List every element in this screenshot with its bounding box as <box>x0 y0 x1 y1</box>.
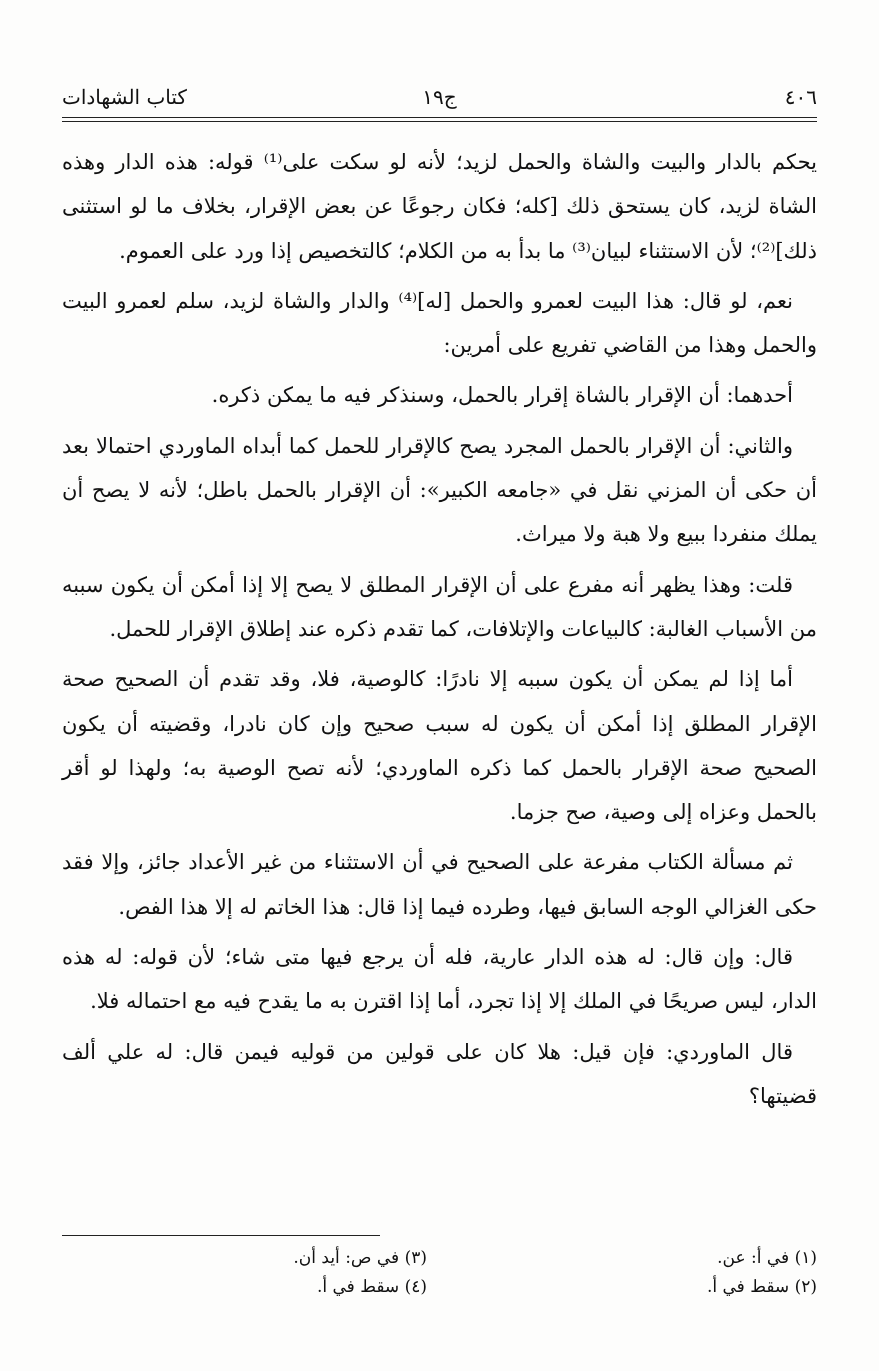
header-rule-secondary <box>62 121 817 122</box>
footnote-column-left <box>67 1244 427 1302</box>
header-rule <box>62 117 817 118</box>
paragraph: ثم مسألة الكتاب مفرعة على الصحيح في أن الاستثناء من غير الأعداد جائز، وإلا فقد حكى الغزالي الوجه السابق فيها، وطرده فيما إذا قال: هذا الخاتم له إلا هذا الفص. <box>62 850 817 919</box>
footnote: (٢) سقط في أ. <box>706 1277 817 1297</box>
footnote: (١) في أ: عن. <box>717 1248 817 1268</box>
footnote-rule <box>62 1235 380 1236</box>
paragraph: والثاني: أن الإقرار بالحمل المجرد يصح كالإقرار للحمل كما أبداه الماوردي احتمالا بعد أن حكى أن المزني نقل في «جامعه الكبير»: أن الإقرار بالحمل باطل؛ لأنه لا يصح أن يملك منفردا ببيع ولا هبة ولا ميراث. <box>62 433 817 547</box>
paragraph: قال: وإن قال: له هذه الدار عارية، فله أن يرجع فيها متى شاء؛ لأن قوله: له هذه الدار، ليس صريحًا في الملك إلا إذا تجرد، أما إذا اقترن به ما يقدح فيه مع احتماله فلا. <box>62 945 817 1014</box>
footnote: (٤) سقط في أ. <box>316 1277 427 1297</box>
paragraph: أحدهما: أن الإقرار بالشاة إقرار بالحمل، وسنذكر فيه ما يمكن ذكره. <box>211 383 793 408</box>
footnote: (٣) في ص: أيد أن. <box>293 1248 427 1268</box>
volume-label: ج١٩ <box>422 85 457 109</box>
paragraph: قال الماوردي: فإن قيل: هلا كان على قولين من قوليه فيمن قال: له علي ألف قضيتها؟ <box>62 1039 817 1108</box>
footnote-column-right <box>457 1244 817 1302</box>
paragraph: نعم، لو قال: هذا البيت لعمرو والحمل [له]⁽⁴⁾ والدار والشاة لزيد، سلم لعمرو البيت والحمل وهذا من القاضي تفريع على أمرين: <box>62 288 817 358</box>
main-text <box>62 140 817 1124</box>
paragraph: أما إذا لم يمكن أن يكون سببه إلا نادرًا: كالوصية، فلا، وقد تقدم أن الصحيح صحة الإقرار المطلق إذا أمكن أن يكون له سبب صحيح وإن كان نادرا، وقضيته أن يكون الصحيح صحة الإقرار بالحمل كما ذكره الماوردي؛ لأنه تصح الوصية به؛ ولهذا لو أقر بالحمل وعزاه إلى وصية، صح جزما. <box>62 667 817 825</box>
page-header <box>62 80 817 114</box>
paragraph: يحكم بالدار والبيت والشاة والحمل لزيد؛ لأنه لو سكت على⁽¹⁾ قوله: هذه الدار وهذه الشاة لزيد، كان يستحق ذلك [كله؛ فكان رجوعًا عن بعض الإقرار، بخلاف ما لو استثنى ذلك]⁽²⁾؛ لأن الاستثناء لبيان⁽³⁾ ما بدأ به من الكلام؛ كالتخصيص إذا ورد على العموم. <box>62 150 817 263</box>
book-title: كتاب الشهادات <box>62 85 187 109</box>
paragraph: قلت: وهذا يظهر أنه مفرع على أن الإقرار المطلق لا يصح إلا إذا أمكن أن يكون سببه من الأسباب الغالبة: كالبياعات والإتلافات، كما تقدم ذكره عند إطلاق الإقرار للحمل. <box>62 572 817 641</box>
page-number: ٤٠٦ <box>784 85 817 109</box>
